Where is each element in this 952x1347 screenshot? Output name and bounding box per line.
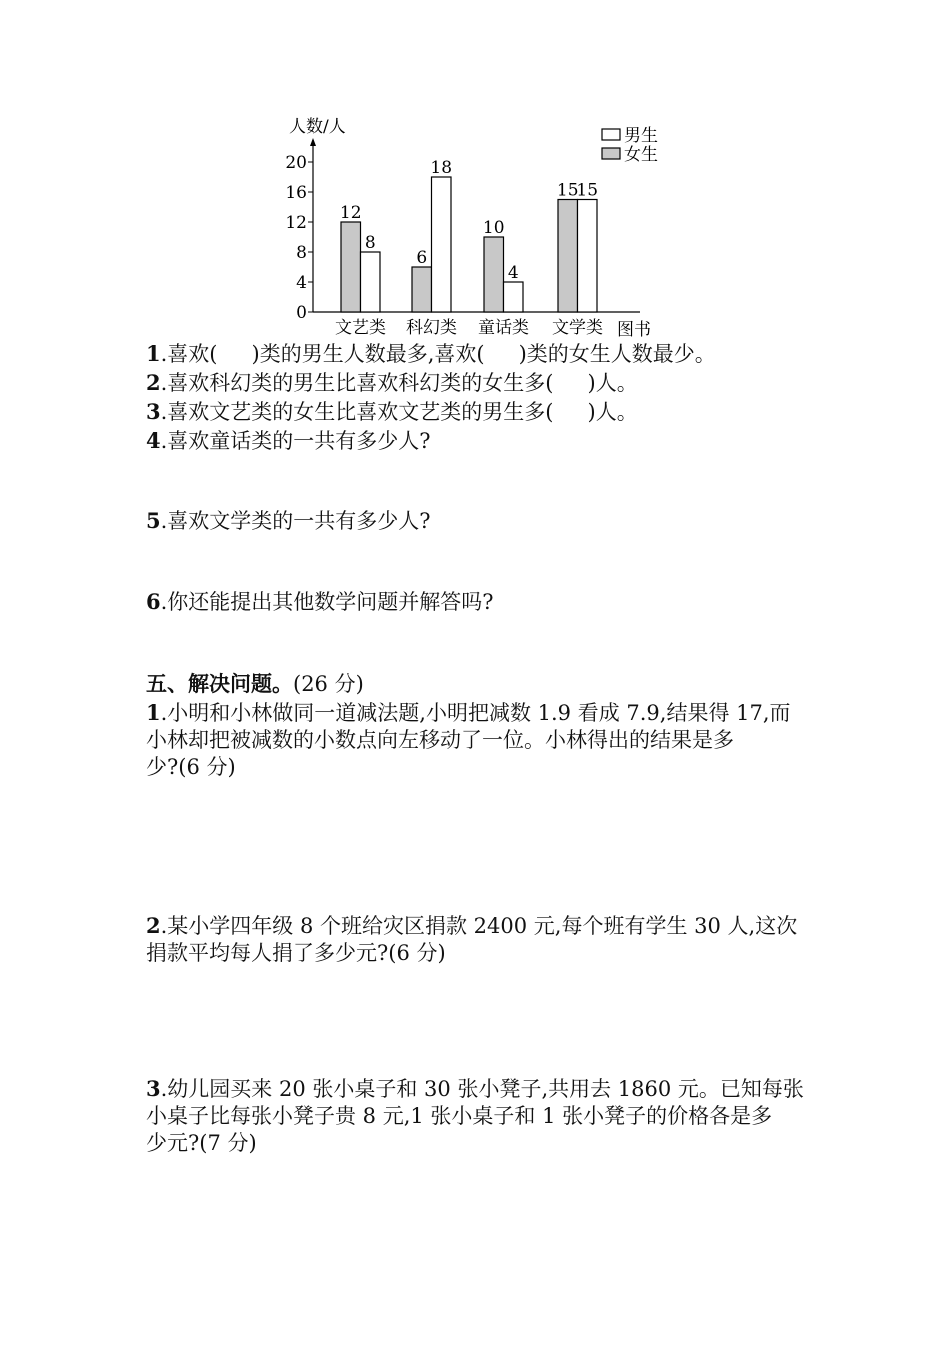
question-1: 1.喜欢( )类的男生人数最多,喜欢( )类的女生人数最少。 (146, 341, 716, 366)
y-axis-arrow (310, 138, 316, 146)
bar-value-label: 15 (576, 180, 599, 201)
x-tick-label: 童话类 (478, 318, 529, 338)
x-axis-label: 图书 (617, 320, 651, 340)
x-tick-label: 文艺类 (335, 318, 386, 338)
bar-value-label: 15 (556, 180, 579, 201)
bar (504, 282, 524, 312)
bar (341, 222, 361, 312)
question-6: 6.你还能提出其他数学问题并解答吗? (146, 589, 494, 614)
problem-1: 1.小明和小林做同一道减法题,小明把减数 1.9 看成 7.9,结果得 17,而 小林却把被减数的小数点向左移动了一位。小林得出的结果是多 少?(6 分) (146, 700, 791, 779)
legend-swatch (602, 129, 620, 140)
bar-value-label: 12 (339, 203, 362, 223)
bar-value-label: 10 (482, 218, 505, 238)
y-tick-label: 16 (285, 183, 307, 203)
x-tick-label: 文学类 (552, 318, 603, 338)
legend-label: 男生 (624, 126, 658, 146)
y-axis-label: 人数/人 (289, 117, 346, 137)
bar (484, 237, 504, 312)
problem-2: 2.某小学四年级 8 个班给灾区捐款 2400 元,每个班有学生 30 人,这次 捐款平均每人捐了多少元?(6 分) (146, 913, 798, 965)
bar-value-label: 4 (507, 263, 519, 283)
bar-value-label: 6 (416, 248, 428, 268)
question-2: 2.喜欢科幻类的男生比喜欢科幻类的女生多( )人。 (146, 370, 638, 395)
question-5: 5.喜欢文学类的一共有多少人? (146, 508, 431, 533)
problem-3: 3.幼儿园买来 20 张小桌子和 30 张小凳子,共用去 1860 元。已知每张 小桌子比每张小凳子贵 8 元,1 张小桌子和 1 张小凳子的价格各是多 少元?(7 分) (146, 1076, 804, 1155)
bar-value-label: 8 (364, 233, 376, 253)
legend-label: 女生 (624, 145, 658, 165)
legend-swatch (602, 148, 620, 159)
section-title: 五、解决问题。(26 分) (146, 671, 364, 696)
chart-legend (602, 126, 658, 165)
bar (432, 177, 452, 312)
bar (578, 200, 598, 313)
bar (558, 200, 578, 313)
y-tick-label: 12 (285, 213, 307, 233)
bar (412, 267, 432, 312)
bar (361, 252, 381, 312)
x-tick-label: 科幻类 (406, 318, 457, 338)
y-tick-label: 20 (285, 153, 307, 173)
y-tick-label: 4 (296, 273, 307, 293)
question-4: 4.喜欢童话类的一共有多少人? (146, 428, 431, 453)
bar-chart (0, 0, 952, 345)
y-tick-label: 0 (296, 303, 307, 323)
y-tick-label: 8 (296, 243, 307, 263)
bar-value-label: 18 (430, 158, 453, 178)
question-3: 3.喜欢文艺类的女生比喜欢文艺类的男生多( )人。 (146, 399, 638, 424)
